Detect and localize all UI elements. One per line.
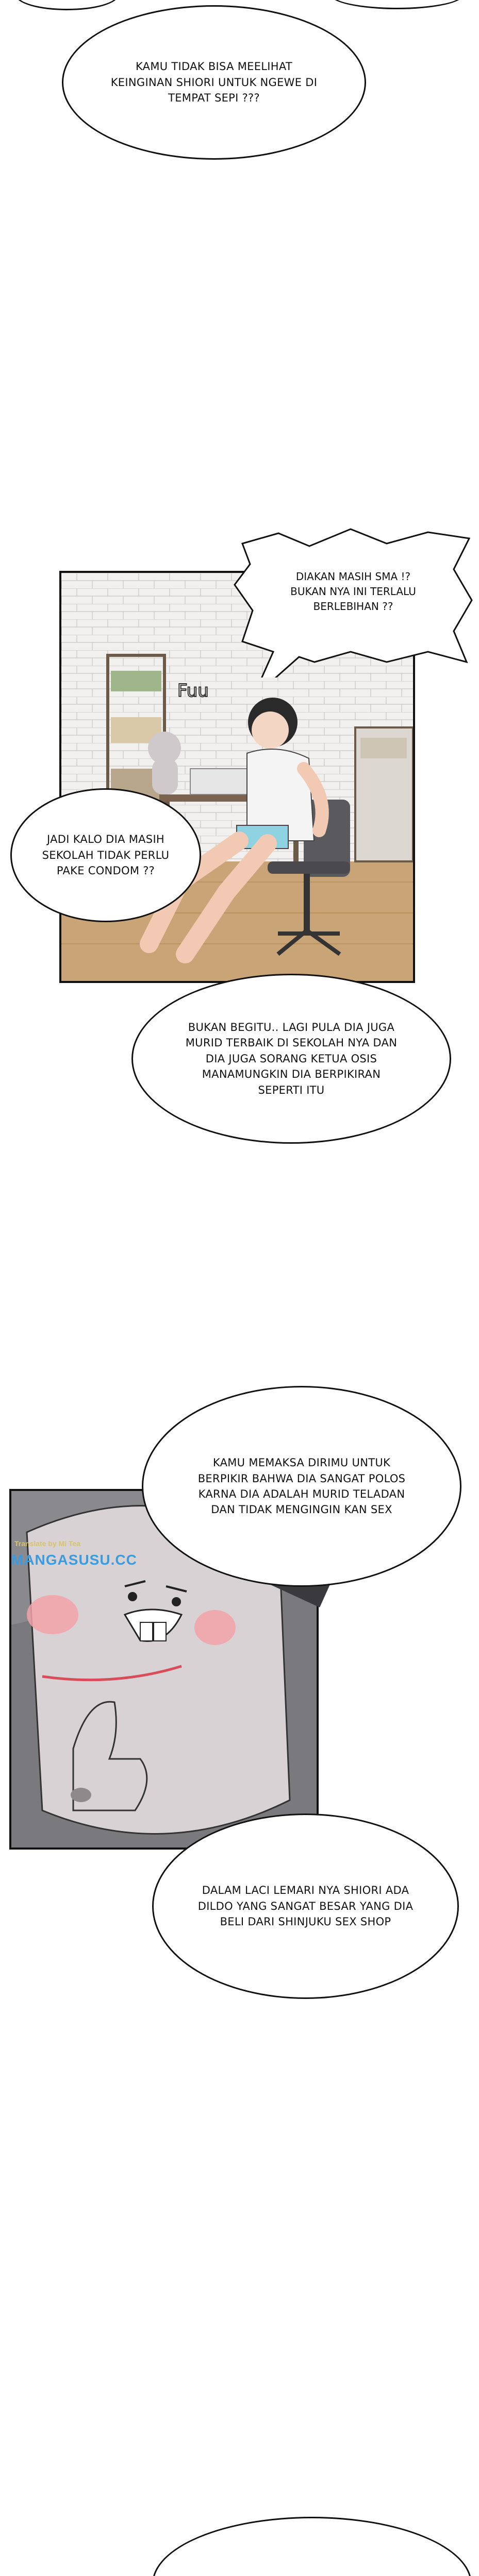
speech-bubble-1: [62, 5, 366, 160]
speech-bubble-4-text: BUKAN BEGITU.. LAGI PULA DIA JUGA MURID TERBAIK DI SEKOLAH NYA DAN DIA JUGA SORANG KETUA OSIS MANAMUNGKIN DIA BERPIKIRAN SEPERTI ITU: [185, 1021, 398, 1096]
top-bubble-fragment-right: [330, 0, 464, 9]
sfx-text: Fuu: [177, 681, 209, 701]
speech-bubble-6-text: DALAM LACI LEMARI NYA SHIORI ADA DILDO YANG SANGAT BESAR YANG DIA BELI DARI SHINJUKU SEX SHOP: [197, 1884, 414, 1928]
watermark-credit: Translate by Mi Tea: [14, 1539, 81, 1548]
watermark-site-part-a: MANGA: [11, 1552, 69, 1568]
top-bubble-fragment-left: [15, 0, 119, 10]
watermark-site-part-c: .CC: [110, 1552, 137, 1568]
bottom-bubble-fragment: [152, 2517, 472, 2576]
speech-bubble-5-text: KAMU MEMAKSA DIRIMU UNTUK BERPIKIR BAHWA DIA SANGAT POLOS KARNA DIA ADALAH MURID TELADAN DAN TIDAK MENGINGIN KAN SEX: [197, 1456, 406, 1516]
watermark-site: [11, 1552, 137, 1568]
watermark-site-part-b: SUSU: [68, 1552, 111, 1568]
speech-bubble-3: [10, 788, 201, 922]
speech-bubble-5: [142, 1386, 461, 1587]
speech-bubble-6: [152, 1814, 459, 1999]
speech-bubble-4: [131, 974, 451, 1144]
speech-bubble-3-text: JADI KALO DIA MASIH SEKOLAH TIDAK PERLU PAKE CONDOM ??: [42, 833, 170, 877]
shout-bubble-2-text: DIAKAN MASIH SMA !? BUKAN NYA INI TERLALU BERLEBIHAN ??: [290, 570, 416, 613]
shout-bubble-2: [232, 523, 474, 677]
speech-bubble-1-text: KAMU TIDAK BISA MEELIHAT KEINGINAN SHIORI UNTUK NGEWE DI TEMPAT SEPI ???: [110, 60, 318, 105]
